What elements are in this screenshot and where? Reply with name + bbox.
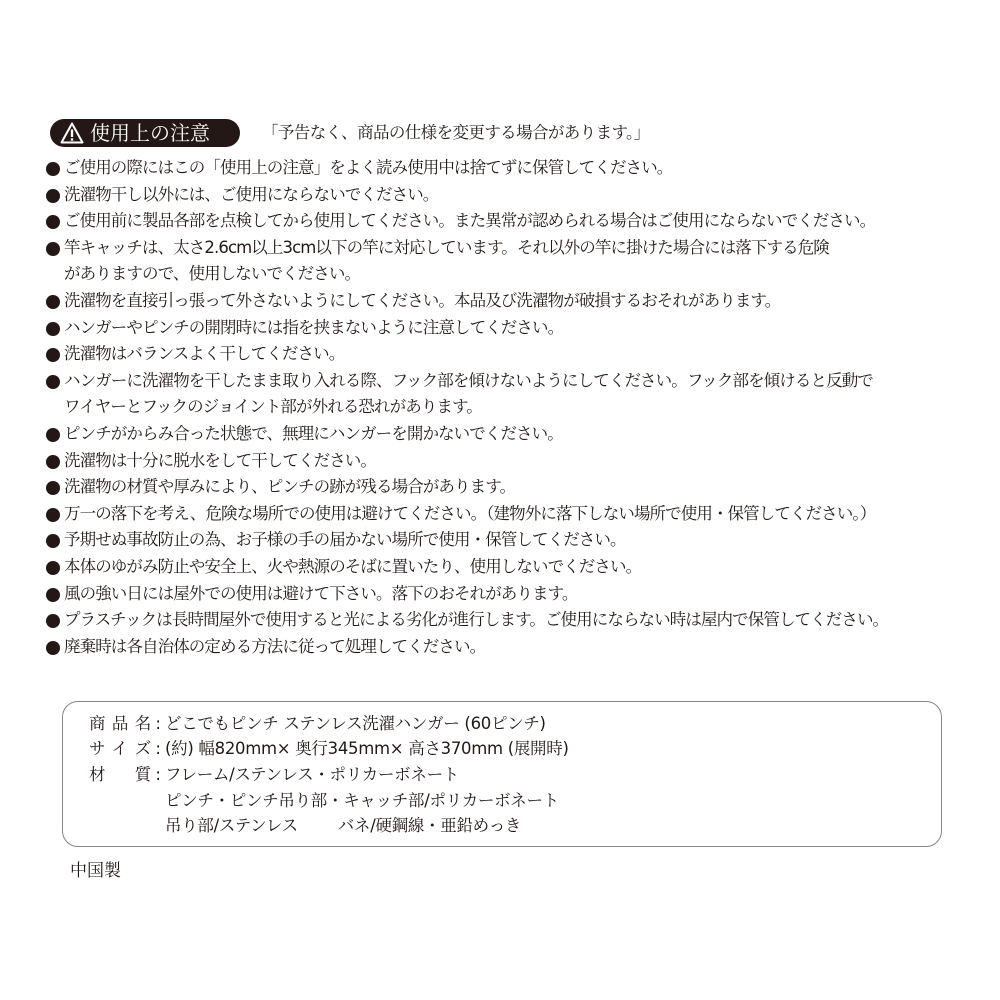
spec-material-line: 吊り部/ステンレス バネ/硬鋼線・亜鉛めっき [165,816,522,835]
caution-list [46,155,966,660]
caution-item: 洗濯物干し以外には、ご使用にならないでください。 [46,182,966,209]
caution-item: 万一の落下を考え、危険な場所での使用は避けてください。（建物外に落下しない場所で使用・保管してください。） [46,501,966,528]
caution-item: ハンガーに洗濯物を干したまま取り入れる際、フック部を傾けないようにしてください。フック部を傾けると反動で ワイヤーとフックのジョイント部が外れる恐れがあります。 [46,368,966,421]
spec-size: サイズ : (約) 幅820mm× 奥行345mm× 高さ370mm (展開時) [89,739,569,758]
caution-item: 予期せぬ事故防止の為、お子様の手の届かない場所で使用・保管してください。 [46,527,966,554]
bullet-icon [46,455,60,469]
caution-item: 洗濯物の材質や厚みにより、ピンチの跡が残る場合があります。 [46,474,966,501]
caution-item: 竿キャッチは、太さ2.6cm以上3cm以下の竿に対応しています。それ以外の竿に掛けた場合には落下する危険 がありますので、使用しないでください。 [46,235,966,288]
caution-badge [50,119,240,147]
bullet-icon [46,641,60,655]
caution-item: ご使用前に製品各部を点検してから使用してください。また異常が認められる場合はご使用にならないでください。 [46,208,966,235]
caution-item: 洗濯物を直接引っ張って外さないようにしてください。本品及び洗濯物が破損するおそれがあります。 [46,288,966,315]
bullet-icon [46,322,60,336]
country-of-origin: 中国製 [70,861,121,881]
bullet-icon [46,481,60,495]
bullet-icon [46,162,60,176]
caution-title: 使用上の注意 [90,121,210,145]
bullet-icon [46,295,60,309]
caution-item: ご使用の際にはこの「使用上の注意」をよく読み使用中は捨てずに保管してください。 [46,155,966,182]
caution-item: 本体のゆがみ防止や安全上、火や熱源のそばに置いたり、使用しないでください。 [46,554,966,581]
bullet-icon [46,534,60,548]
caution-item: 洗濯物はバランスよく干してください。 [46,341,966,368]
caution-item: ピンチがからみ合った状態で、無理にハンガーを開かないでください。 [46,421,966,448]
caution-item: 洗濯物は十分に脱水をして干してください。 [46,448,966,475]
bullet-icon [46,189,60,203]
bullet-icon [46,508,60,522]
caution-item: 廃棄時は各自治体の定める方法に従って処理してください。 [46,634,966,661]
bullet-icon [46,242,60,256]
bullet-icon [46,375,60,389]
bullet-icon [46,588,60,602]
spec-material: 材 質 : フレーム/ステンレス・ポリカーボネート [89,765,459,784]
bullet-icon [46,215,60,229]
caution-header [50,119,650,147]
spec-material-line: ピンチ・ピンチ吊り部・キャッチ部/ポリカーボネート [165,791,559,810]
spec-change-notice: 「予告なく、商品の仕様を変更する場合があります。」 [262,123,650,142]
bullet-icon [46,561,60,575]
bullet-icon [46,614,60,628]
bullet-icon [46,428,60,442]
warning-triangle-icon [60,122,84,144]
product-spec-box [62,701,942,847]
bullet-icon [46,348,60,362]
spec-product-name: 商品名 : どこでもピンチ ステンレス洗濯ハンガー (60ピンチ) [89,714,546,733]
caution-item: ハンガーやピンチの開閉時には指を挟まないように注意してください。 [46,315,966,342]
caution-item: 風の強い日には屋外での使用は避けて下さい。落下のおそれがあります。 [46,581,966,608]
caution-item: プラスチックは長時間屋外で使用すると光による劣化が進行します。ご使用にならない時は屋内で保管してください。 [46,607,966,634]
